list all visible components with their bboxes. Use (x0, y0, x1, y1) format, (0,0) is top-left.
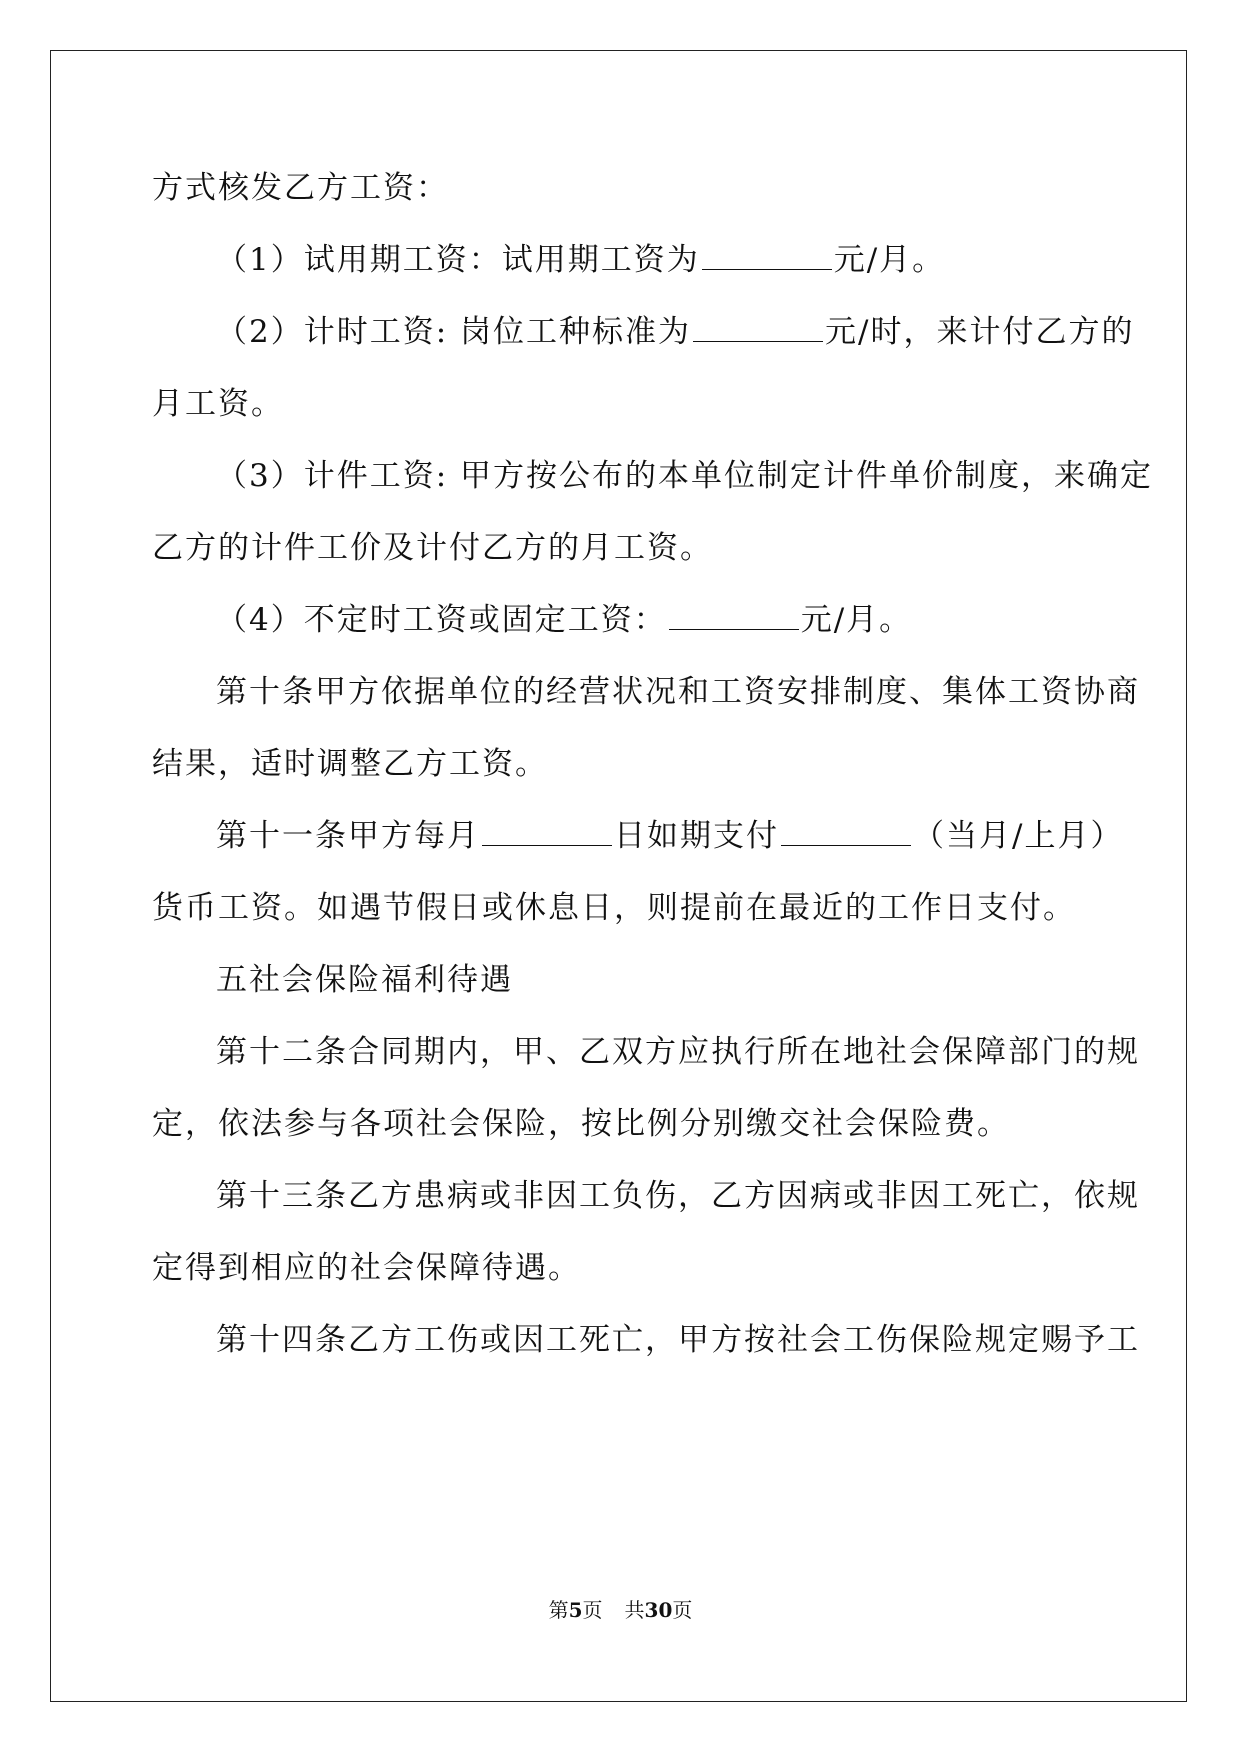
fill-in-blank (482, 819, 612, 846)
page-footer (0, 1598, 1241, 1622)
total-pages: 30 (644, 1598, 673, 1622)
line-text: （1）试用期工资：试用期工资为 (216, 242, 700, 278)
page-number: 5 (568, 1598, 583, 1622)
line-text: 元/月。 (833, 242, 946, 278)
line-text: 第十一条甲方每月 (216, 818, 480, 854)
text-line: 第十四条乙方工伤或因工死亡，甲方按社会工伤保险规定赐予工 (216, 1322, 1140, 1358)
line-text: 日如期支付 (614, 818, 779, 854)
total-prefix: 共 (624, 1598, 645, 1622)
fill-in-blank (702, 243, 832, 270)
fill-in-blank (781, 819, 911, 846)
text-line: 货币工资。如遇节假日或休息日，则提前在最近的工作日支付。 (152, 890, 1076, 926)
document-body (152, 170, 1154, 1394)
page-prefix: 第 (548, 1598, 569, 1622)
text-line: 第十条甲方依据单位的经营状况和工资安排制度、集体工资协商 (216, 674, 1140, 710)
text-line: （3）计件工资: 甲方按公布的本单位制定计件单价制度，来确定 (216, 458, 1154, 494)
line-text: （2）计时工资: 岗位工种标准为 (216, 314, 692, 350)
line-text: （4）不定时工资或固定工资： (216, 602, 667, 638)
text-line: 结果，适时调整乙方工资。 (152, 746, 548, 782)
text-line: 方式核发乙方工资： (152, 170, 449, 206)
text-line: 第十二条合同期内，甲、乙双方应执行所在地社会保障部门的规 (216, 1034, 1140, 1070)
text-line (152, 242, 1082, 314)
text-line: 定，依法参与各项社会保险，按比例分别缴交社会保险费。 (152, 1106, 1010, 1142)
line-text: （当月/上月） (913, 818, 1124, 854)
line-text: 元/时，来计付乙方的 (825, 314, 1135, 350)
fill-in-blank (693, 315, 823, 342)
page-suffix: 页 (582, 1598, 603, 1622)
line-text: 元/月。 (800, 602, 913, 638)
text-line (152, 602, 1082, 674)
text-line: 月工资。 (152, 386, 284, 422)
fill-in-blank (669, 603, 799, 630)
text-line: 第十三条乙方患病或非因工负伤，乙方因病或非因工死亡，依规 (216, 1178, 1140, 1214)
text-line: 乙方的计件工价及计付乙方的月工资。 (152, 530, 713, 566)
total-suffix: 页 (672, 1598, 693, 1622)
section-heading: 五社会保险福利待遇 (216, 962, 513, 998)
text-line (152, 818, 1124, 890)
text-line: 定得到相应的社会保障待遇。 (152, 1250, 581, 1286)
text-line (152, 314, 1135, 386)
